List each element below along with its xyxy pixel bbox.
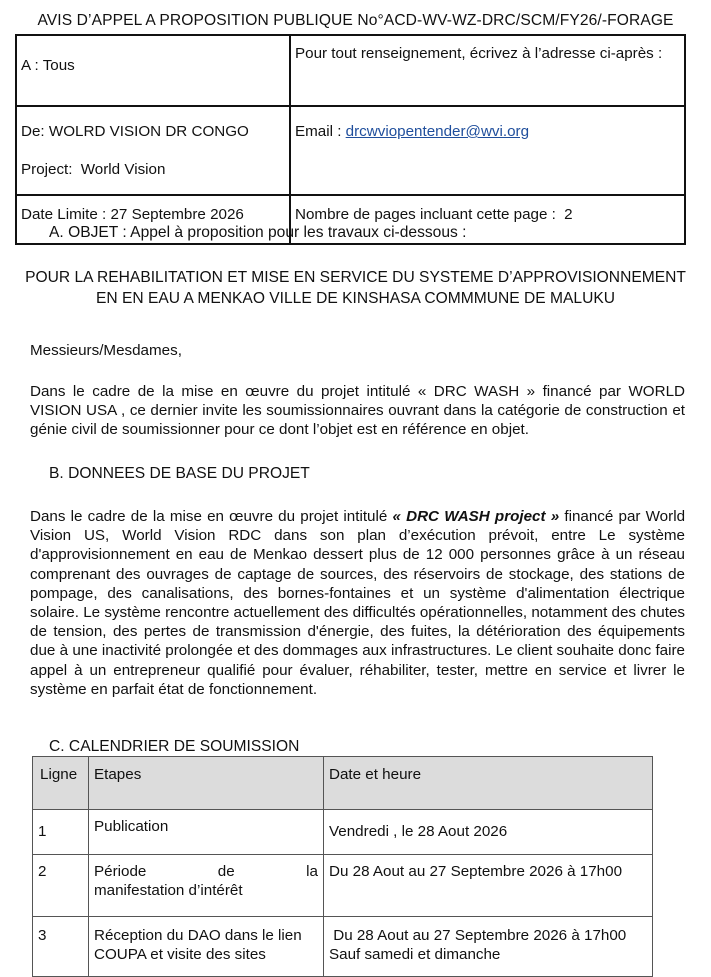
table-row: [33, 917, 653, 977]
page-title: AVIS D’APPEL A PROPOSITION PUBLIQUE No°ACD-WV-WZ-DRC/SCM/FY26/-FORAGE: [37, 12, 674, 29]
sender-cell: [16, 106, 290, 195]
row-step: [89, 917, 324, 977]
col-header-line: Ligne: [33, 757, 89, 810]
header-table: [15, 34, 686, 245]
row-date: Vendredi , le 28 Aout 2026: [324, 810, 653, 855]
col-header-date: Date et heure: [324, 757, 653, 810]
row-line: 3: [33, 917, 89, 977]
pages-label: Nombre de pages incluant cette page :: [295, 206, 556, 223]
info-text: Pour tout renseignement, écrivez à l’adresse ci-après :: [295, 45, 663, 62]
to-value: Tous: [42, 57, 75, 74]
row-step: [89, 855, 324, 917]
row-line: 2: [33, 855, 89, 917]
row-step-line2: COUPA et visite des sites: [94, 946, 266, 963]
row-date-line1: Du 28 Aout au 27 Septembre 2026 à 17h00: [329, 927, 627, 944]
col-header-steps: Etapes: [89, 757, 324, 810]
subject-heading: POUR LA REHABILITATION ET MISE EN SERVICE DU SYSTEME D’APPROVISIONNEMENT EN EN EAU A MENKAO VILLE DE KINSHASA COMMMUNE DE MALUKU: [25, 269, 686, 307]
row-step-line2: manifestation d’intérêt: [94, 882, 243, 899]
from-value: WOLRD VISION DR CONGO: [48, 123, 249, 140]
row-date: Du 28 Aout au 27 Septembre 2026 à 17h00: [324, 855, 653, 917]
email-link[interactable]: drcwviopentender@wvi.org: [345, 123, 530, 140]
schedule-header-row: [33, 757, 653, 810]
section-c-heading: C. CALENDRIER DE SOUMISSION: [49, 738, 300, 755]
section-b-heading: B. DONNEES DE BASE DU PROJET: [49, 465, 310, 482]
table-row: [33, 810, 653, 855]
project-name: « DRC WASH project »: [392, 508, 560, 525]
salutation: Messieurs/Mesdames,: [30, 342, 182, 359]
email-cell: [290, 106, 685, 195]
recipient-cell: [16, 35, 290, 106]
row-step: Publication: [89, 810, 324, 855]
row-step-line1: Réception du DAO dans le lien: [94, 927, 302, 944]
section-a-heading: A. OBJET : Appel à proposition pour les travaux ci-dessous :: [49, 224, 467, 241]
deadline-text: Date Limite : 27 Septembre 2026: [21, 206, 244, 223]
table-row: [33, 855, 653, 917]
para-start: Dans le cadre de la mise en œuvre du projet intitulé: [30, 508, 393, 525]
email-label: Email :: [295, 123, 342, 140]
row-date-line2: Sauf samedi et dimanche: [329, 946, 501, 963]
section-a-paragraph: Dans le cadre de la mise en œuvre du projet intitulé « DRC WASH » financé par WORLD VISION USA , ce dernier invite les soumissionnaires ouvrant dans la catégorie de construction et génie civil de soumissionner pour ce dont l’objet est en référence en objet.: [30, 383, 685, 439]
section-b-paragraph: [30, 507, 685, 699]
info-cell: [290, 35, 685, 106]
row-line: 1: [33, 810, 89, 855]
project-value: World Vision: [80, 161, 166, 178]
pages-value: 2: [564, 206, 573, 223]
row-step-line1: Période de la: [94, 863, 318, 880]
schedule-table: [32, 756, 653, 977]
project-label: Project:: [21, 161, 73, 178]
para-rest: financé par World Vision US, World Vision RDC dans son plan d’exécution prévoit, entre Le système d'approvisionnement en eau de Menkao dessert plus de 12 000 personnes grâce à un réseau comprenant des ouvrages de captage de sources, des réservoirs de stockage, des stations de pompage, des canalisations, des bornes-fontaines et un système d'alimentation électrique solaire. Le système rencontre actuellement des difficultés opérationnelles, notamment des chutes de tension, des pertes de transmission d'énergie, des fuites, la détérioration des équipements due à une inactivité prolongée et des dommages aux infrastructures. Le client souhaite donc faire appel à un entrepreneur qualifié pour évaluer, réhabiliter, tester, mettre en service et livrer le système en parfait état de fonctionnement.: [30, 508, 686, 698]
from-label: De:: [21, 123, 45, 140]
to-label: A :: [21, 57, 39, 74]
row-date: [324, 917, 653, 977]
